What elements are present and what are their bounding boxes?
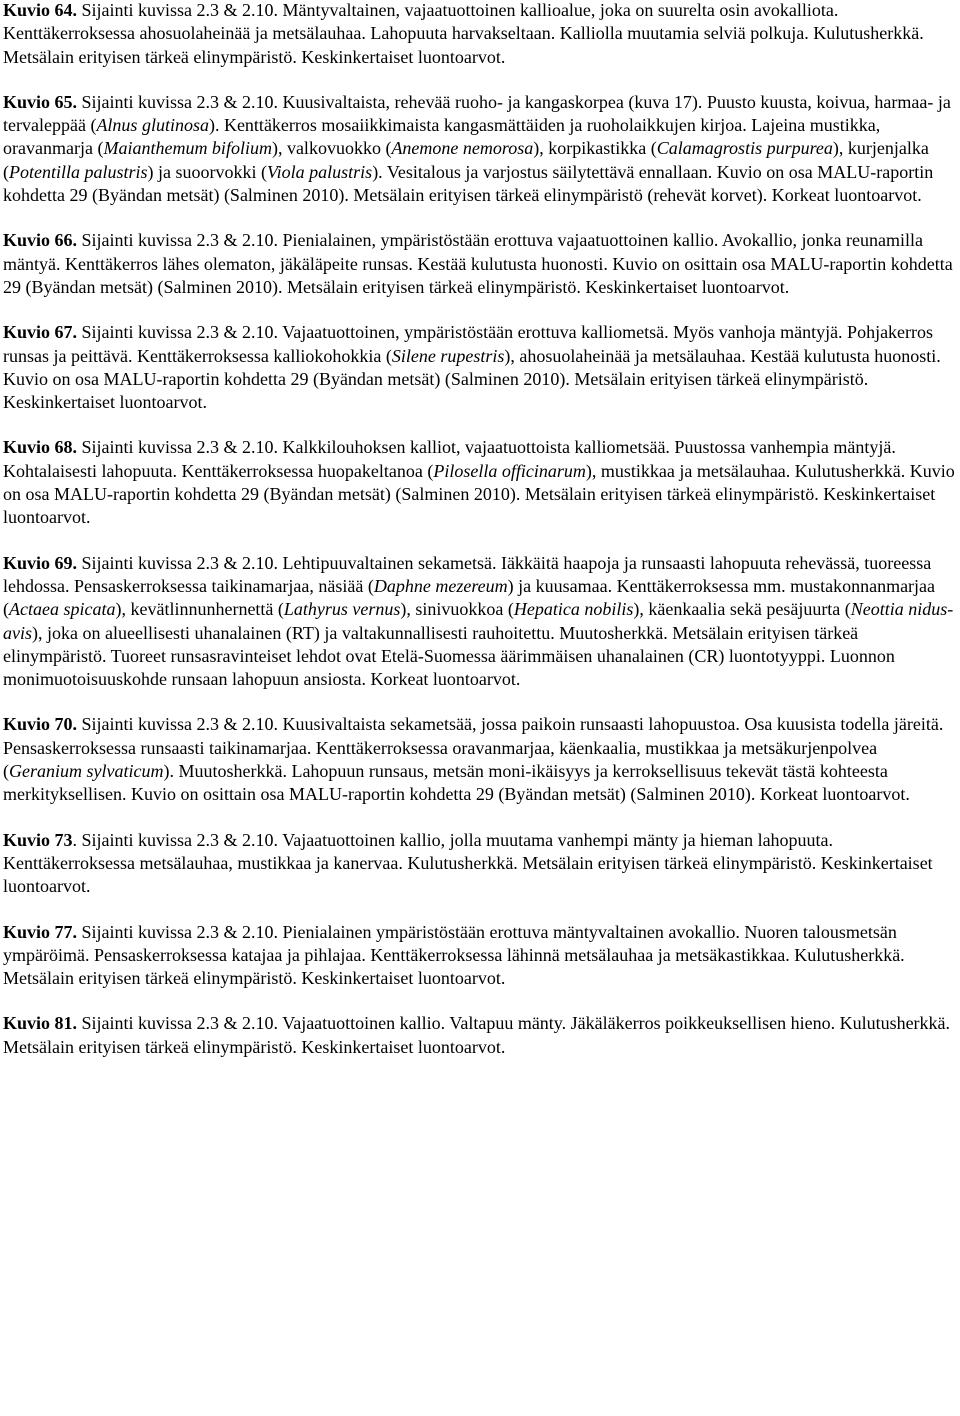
entry-text: ), ahosuolaheinää ja metsälauhaa. Kestää kulutusta huonosti. Kuvio on osa MALU-raportin kohdetta 29 (Byändan metsät) (Salminen 2010). Metsälain erityisen tärkeä elinympäristö. Keskinkertaiset luontoarvot. (3, 345, 941, 413)
entry-text: Sijainti kuvissa 2.3 & 2.10. Mäntyvaltainen, vajaatuottoinen kallioalue, joka on suurelta osin avokalliota. Kenttäkerroksessa ahosuolaheinää ja metsälauhaa. Lahopuuta harvakseltaan. Kalliolla muutamia selviä polkuja. Kulutusherkkä. Metsälain erityisen tärkeä elinympäristö. Keskinkertaiset luontoarvot. (3, 0, 924, 67)
species-name: Actaea spicata (9, 599, 116, 620)
species-name: Alnus glutinosa (96, 115, 209, 136)
document-page (3, 0, 957, 1081)
entry-text: ), mustikkaa ja metsälauhaa. Kulutusherkkä. Kuvio on osa MALU-raportin kohdetta 29 (Byändan metsät) (Salminen 2010). Metsälain erityisen tärkeä elinympäristö. Keskinkertaiset luontoarvot. (3, 460, 955, 528)
kuvio-label: Kuvio 64. (3, 0, 78, 20)
kuvio-entry-81 (3, 1012, 957, 1059)
kuvio-label: Kuvio 81. (3, 1013, 78, 1034)
species-name: Lathyrus vernus (283, 599, 401, 620)
species-name: Daphne mezereum (373, 575, 508, 596)
entry-text: Sijainti kuvissa 2.3 & 2.10. Vajaatuottoinen kallio. Valtapuu mänty. Jäkäläkerros poikkeuksellisen hieno. Kulutusherkkä. Metsälain erityisen tärkeä elinympäristö. Keskinkertaiset luontoarvot. (3, 1013, 951, 1057)
kuvio-label: Kuvio 68. (3, 437, 78, 458)
kuvio-entry-64 (3, 0, 957, 69)
kuvio-entry-67 (3, 321, 957, 414)
entry-text: Sijainti kuvissa 2.3 & 2.10. Kuusivaltaista, rehevää ruoho- ja kangaskorpea (kuva 17). Puusto kuusta, koivua, harmaa- ja tervaleppää ( (3, 91, 951, 136)
entry-text: Sijainti kuvissa 2.3 & 2.10. Pienialainen ympäristöstään erottuva mäntyvaltainen avokallio. Nuoren talousmetsän ympäröimä. Pensaskerroksessa katajaa ja pihlajaa. Kenttäkerroksessa lähinnä metsälauhaa ja metsäkastikkaa. Kulutusherkkä. Metsälain erityisen tärkeä elinympäristö. Keskinkertaiset luontoarvot. (3, 921, 905, 989)
species-name: Calamagrostis purpurea (656, 138, 833, 159)
entry-text: ), joka on alueellisesti uhanalainen (RT) ja valtakunnallisesti rauhoitettu. Muutosherkkä. Metsälain erityisen tärkeä elinympäristö. Tuoreet runsasravinteiset lehdot ovat Etelä-Suomessa äärimmäisen uhanalainen (CR) luontotyyppi. Luonnon monimuotoisuuskohde runsaan lahopuun ansiosta. Korkeat luontoarvot. (3, 622, 895, 690)
entry-text: Sijainti kuvissa 2.3 & 2.10. Lehtipuuvaltainen sekametsä. Iäkkäitä haapoja ja runsaasti lahopuuta rehevässä, tuoreessa lehdossa. Pensaskerroksessa taikinamarjaa, näsiää ( (3, 552, 932, 596)
entry-text: ) ja kuusamaa. Kenttäkerroksessa mm. mustakonnanmarjaa ( (3, 575, 936, 620)
species-name: Potentilla palustris (9, 161, 148, 182)
species-name: Maianthemum bifolium (103, 138, 272, 159)
entry-text: Sijainti kuvissa 2.3 & 2.10. Pienialainen, ympäristöstään erottuva vajaatuottoinen kallio. Avokallio, jonka reunamilla mäntyä. Kenttäkerros lähes olematon, jäkäläpeite runsas. Kestää kulutusta huonosti. Kuvio on osittain osa MALU-raportin kohdetta 29 (Byändan metsät) (Salminen 2010). Metsälain erityisen tärkeä elinympäristö. Keskinkertaiset luontoarvot. (3, 230, 953, 297)
species-name: Anemone nemorosa (391, 138, 534, 159)
entry-text: Sijainti kuvissa 2.3 & 2.10. Vajaatuottoinen, ympäristöstään erottuva kalliometsä. Myös vanhoja mäntyjä. Pohjakerros runsas ja peittävä. Kenttäkerroksessa kalliokohokkia ( (3, 322, 934, 366)
kuvio-entry-69 (3, 552, 957, 692)
entry-text: ), kevätlinnunhernettä ( (115, 599, 284, 620)
entry-text: ) ja suoorvokki ( (147, 161, 267, 182)
kuvio-entry-68 (3, 436, 957, 529)
entry-text: ), sinivuokkoa ( (400, 599, 514, 620)
species-name: Hepatica nobilis (513, 599, 634, 620)
species-name: Neottia nidus-avis (3, 599, 954, 643)
kuvio-label: Kuvio 67. (3, 322, 78, 343)
entry-text: ), valkovuokko ( (271, 138, 392, 159)
kuvio-entry-70 (3, 713, 957, 806)
kuvio-entry-66 (3, 229, 957, 299)
entry-text: . Sijainti kuvissa 2.3 & 2.10. Vajaatuottoinen kallio, jolla muutama vanhempi mänty ja hieman lahopuuta. Kenttäkerroksessa metsälauhaa, mustikkaa ja kanervaa. Kulutusherkkä. Metsälain erityisen tärkeä elinympäristö. Keskinkertaiset luontoarvot. (3, 829, 933, 897)
kuvio-label: Kuvio 70. (3, 714, 78, 735)
species-name: Silene rupestris (391, 345, 505, 366)
entry-text: ), korpikastikka ( (533, 138, 657, 159)
entry-text: Sijainti kuvissa 2.3 & 2.10. Kuusivaltaista sekametsää, jossa paikoin runsaasti lahopuustoa. Osa kuusista todella järeitä. Pensaskerroksessa runsaasti taikinamarjaa. Kenttäkerroksessa oravanmarjaa, käenkaalia, mustikkaa ja metsäkurjenpolvea ( (3, 714, 944, 782)
kuvio-label: Kuvio 77. (3, 921, 78, 942)
kuvio-label: Kuvio 73 (3, 829, 73, 850)
kuvio-entry-73 (3, 829, 957, 899)
entry-text: Sijainti kuvissa 2.3 & 2.10. Kalkkilouhoksen kalliot, vajaatuottoista kalliometsää. Puustossa vanhempia mäntyjä. Kohtalaisesti lahopuuta. Kenttäkerroksessa huopakeltanoa ( (3, 437, 896, 481)
species-name: Geranium sylvaticum (9, 761, 164, 782)
kuvio-label: Kuvio 69. (3, 552, 78, 573)
entry-list (3, 0, 957, 1059)
entry-text: ), käenkaalia sekä pesäjuurta ( (633, 599, 851, 620)
entry-text: ). Kenttäkerros mosaiikkimaista kangasmättäiden ja ruoholaikkujen kirjoa. Lajeina mustikka, oravanmarja ( (3, 115, 881, 159)
entry-text: ). Vesitalous ja varjostus säilytettävä ennallaan. Kuvio on osa MALU-raportin kohdetta 29 (Byändan metsät) (Salminen 2010). Metsälain erityisen tärkeä elinympäristö (rehevät korvet). Korkeat luontoarvot. (3, 161, 934, 206)
kuvio-entry-77 (3, 921, 957, 991)
entry-text: ), kurjenjalka ( (3, 138, 929, 182)
kuvio-label: Kuvio 65. (3, 91, 78, 112)
entry-text: ). Muutosherkkä. Lahopuun runsaus, metsän moni-ikäisyys ja kerroksellisuus tekevät tästä kohteesta merkityksellisen. Kuvio on osittain osa MALU-raportin kohdetta 29 (Byändan metsät) (Salminen 2010). Korkeat luontoarvot. (3, 761, 910, 805)
species-name: Pilosella officinarum (433, 460, 586, 481)
kuvio-entry-65 (3, 91, 957, 207)
kuvio-label: Kuvio 66. (3, 230, 78, 251)
species-name: Viola palustris (267, 161, 373, 182)
